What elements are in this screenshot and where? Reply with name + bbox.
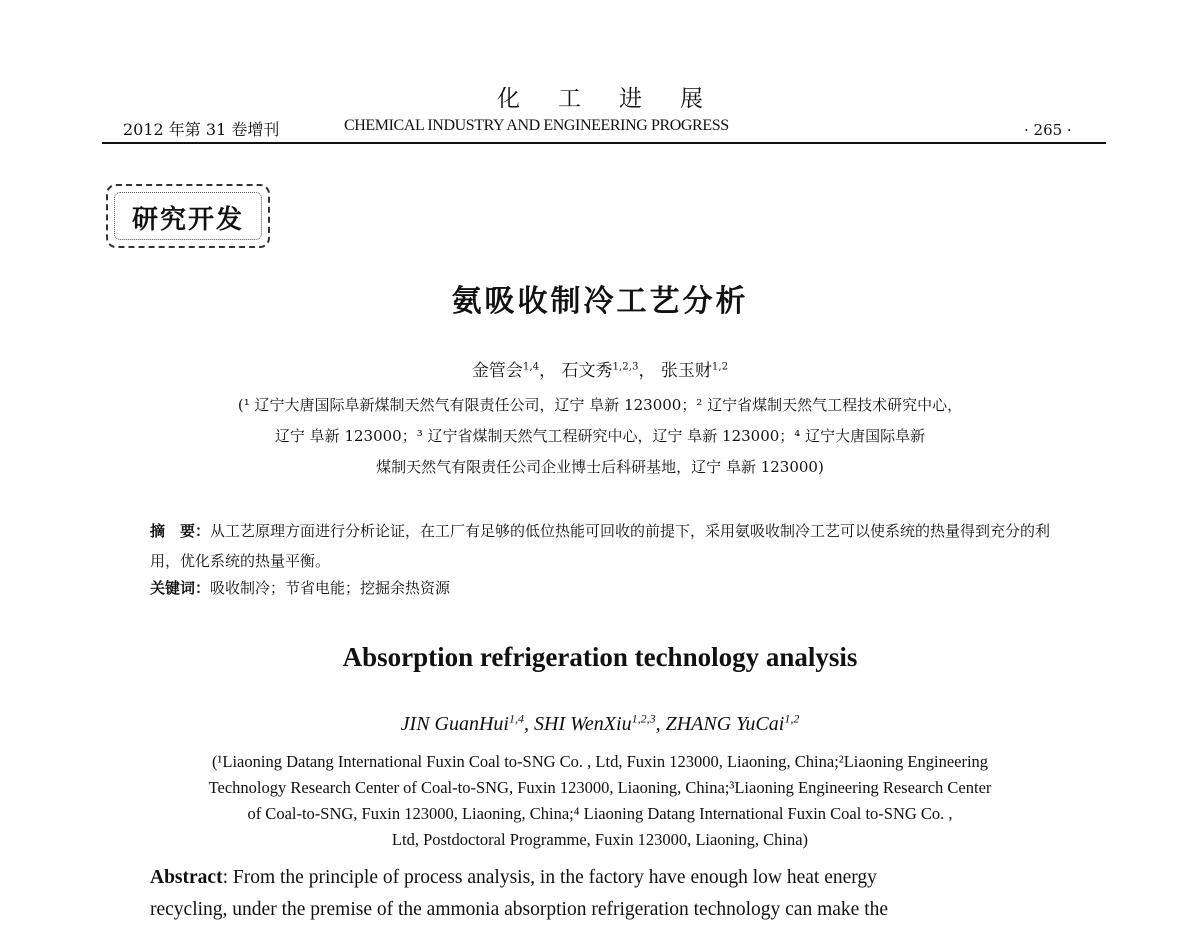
- keywords-cn-label: 关键词：: [150, 579, 211, 597]
- abstract-en-line: recycling, under the premise of the ammonia absorption refrigeration technology can make the: [150, 899, 889, 920]
- article-title-en: Absorption refrigeration technology analysis: [342, 642, 858, 672]
- abstract-en-line: [150, 862, 1070, 894]
- affiliation-line: Technology Research Center of Coal-to-SNG, Fuxin 123000, Liaoning, China;³Liaoning Engineering Research Center: [208, 778, 992, 797]
- article-title-cn: 氨吸收制冷工艺分析: [451, 284, 749, 319]
- author-sup: 1,2,3: [631, 711, 656, 726]
- section-badge: [106, 184, 270, 248]
- author-name: 金管会: [471, 361, 523, 381]
- author-name: 张玉财: [660, 361, 712, 381]
- abstract-cn: [150, 516, 1060, 576]
- affiliation-line: of Coal-to-SNG, Fuxin 123000, Liaoning, China;⁴ Liaoning Datang International Fuxin Coal to-SNG Co. ,: [247, 804, 953, 823]
- keywords-cn: [150, 577, 1060, 598]
- author-sup: 1,4: [509, 711, 524, 726]
- abstract-en: [150, 862, 1070, 926]
- author-sup: 1,2: [711, 361, 729, 373]
- author-sup: 1,2: [784, 711, 800, 726]
- authors-en: JIN GuanHui$^{1,4}$, SHI WenXiu$^{1,2,3}$, ZHANG YuCai$^{1,2}$: [400, 711, 800, 735]
- journal-title-cn: 化工进展: [497, 86, 741, 112]
- affiliation-line: 辽宁 阜新 123000；³ 辽宁省煤制天然气工程研究中心，辽宁 阜新 123000；⁴ 辽宁大唐国际阜新: [274, 427, 926, 445]
- authors-cn: 金管会$^{1,4}$， 石文秀$^{1,2,3}$， 张玉财$^{1,2}$: [471, 361, 729, 381]
- keywords-cn-text: 吸收制冷；节省电能；挖掘余热资源: [210, 579, 451, 597]
- author-name: JIN GuanHui: [400, 713, 509, 735]
- affiliations-cn: [140, 390, 1060, 483]
- affiliation-line: (¹Liaoning Datang International Fuxin Coal to-SNG Co. , Ltd, Fuxin 123000, Liaoning, China;²Liaoning Engineering: [211, 752, 989, 771]
- author-name: SHI WenXiu: [534, 713, 632, 735]
- author-sup: 1,2,3: [612, 361, 639, 373]
- header-rule: [102, 142, 1106, 144]
- abstract-en-label: Abstract: [150, 867, 223, 888]
- author-sup: 1,4: [522, 361, 540, 373]
- abstract-cn-text: 从工艺原理方面进行分析论证，在工厂有足够的低位热能可回收的前提下，采用氨吸收制冷工艺可以使系统的热量得到充分的利用，优化系统的热量平衡。: [150, 522, 1051, 570]
- author-name: 石文秀: [561, 361, 613, 381]
- abstract-cn-label: 摘 要：: [150, 522, 211, 540]
- page-number: · 265 ·: [1024, 121, 1072, 139]
- affiliation-line: (¹ 辽宁大唐国际阜新煤制天然气有限责任公司，辽宁 阜新 123000；² 辽宁省煤制天然气工程技术研究中心，: [237, 396, 963, 414]
- affiliations-en: [120, 749, 1080, 853]
- issue-info: 2012 年第 31 卷增刊: [123, 120, 280, 139]
- author-name: ZHANG YuCai: [665, 713, 785, 735]
- journal-title-en: CHEMICAL INDUSTRY AND ENGINEERING PROGRESS: [344, 117, 729, 134]
- abstract-en-text: : From the principle of process analysis, in the factory have enough low heat energy: [222, 867, 877, 888]
- affiliation-line: 煤制天然气有限责任公司企业博士后科研基地，辽宁 阜新 123000): [376, 458, 824, 476]
- section-badge-label: 研究开发: [131, 205, 244, 235]
- affiliation-line: Ltd, Postdoctoral Programme, Fuxin 123000, Liaoning, China): [391, 830, 809, 849]
